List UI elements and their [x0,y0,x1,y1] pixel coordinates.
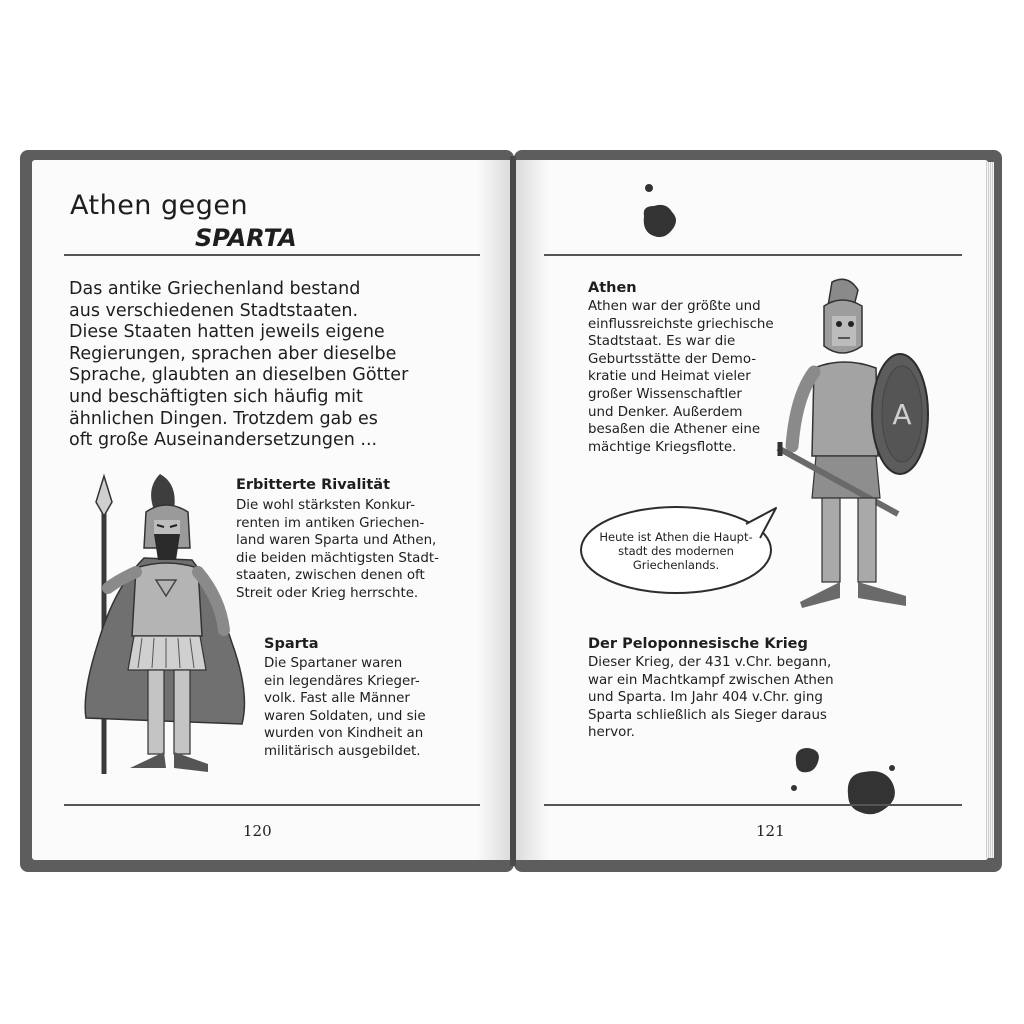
page-edges [986,162,994,858]
rivalry-text: Die wohl stärksten Konkur- renten im antiken Griechen- land waren Sparta und Athen, die beiden mächtigsten Stadt- staaten, zwischen denen oft Streit oder Krieg herrschte. [236,498,439,601]
page-number-left: 120 [243,822,272,840]
footer-rule-left [64,804,480,806]
athenian-warrior-illustration [772,276,932,612]
shield-letter: A [892,398,912,431]
rivalry-heading: Erbitterte Rivalität [236,477,391,493]
spartan-warrior-illustration [74,468,254,786]
page-number-right: 121 [756,822,785,840]
war-heading: Der Peloponnesische Krieg [588,636,808,652]
ink-splatter-bottom [788,742,904,822]
speech-bubble-text: Heute ist Athen die Haupt- stadt des modernen Griechenlands. [599,530,753,572]
footer-rule-right [544,804,962,806]
header-rule-left [64,254,480,256]
sparta-heading: Sparta [264,636,319,652]
intro-paragraph: Das antike Griechenland bestand aus verschiedenen Stadtstaaten. Diese Staaten hatten jeweils eigene Regierungen, sprachen aber dieselbe Sprache, glaubten an dieselben Götter und beschäftigten sich häufig mit ähnlichen Dingen. Trotzdem gab es oft große Auseinandersetzungen ... [69,279,409,451]
header-rule-right [544,254,962,256]
ink-splatter-top [636,182,686,246]
athen-text: Athen war der größte und einflussreichste griechische Stadtstaat. Es war die Geburtsstätte der Demo- kratie und Heimat vieler großer Wissenschaftler und Denker. Außerdem besaßen die Athener eine mächtige Kriegsflotte. [588,299,774,455]
title-line-1: Athen gegen [70,190,249,221]
title-line-2: SPARTA [195,224,297,252]
war-text: Dieser Krieg, der 431 v.Chr. begann, war ein Machtkampf zwischen Athen und Sparta. Im Jahr 404 v.Chr. ging Sparta schließlich als Sieger daraus hervor. [588,655,834,741]
athen-heading: Athen [588,280,637,296]
sparta-text: Die Spartaner waren ein legendäres Krieger- volk. Fast alle Männer waren Soldaten, und sie wurden von Kindheit an militärisch ausgebildet. [264,656,426,759]
